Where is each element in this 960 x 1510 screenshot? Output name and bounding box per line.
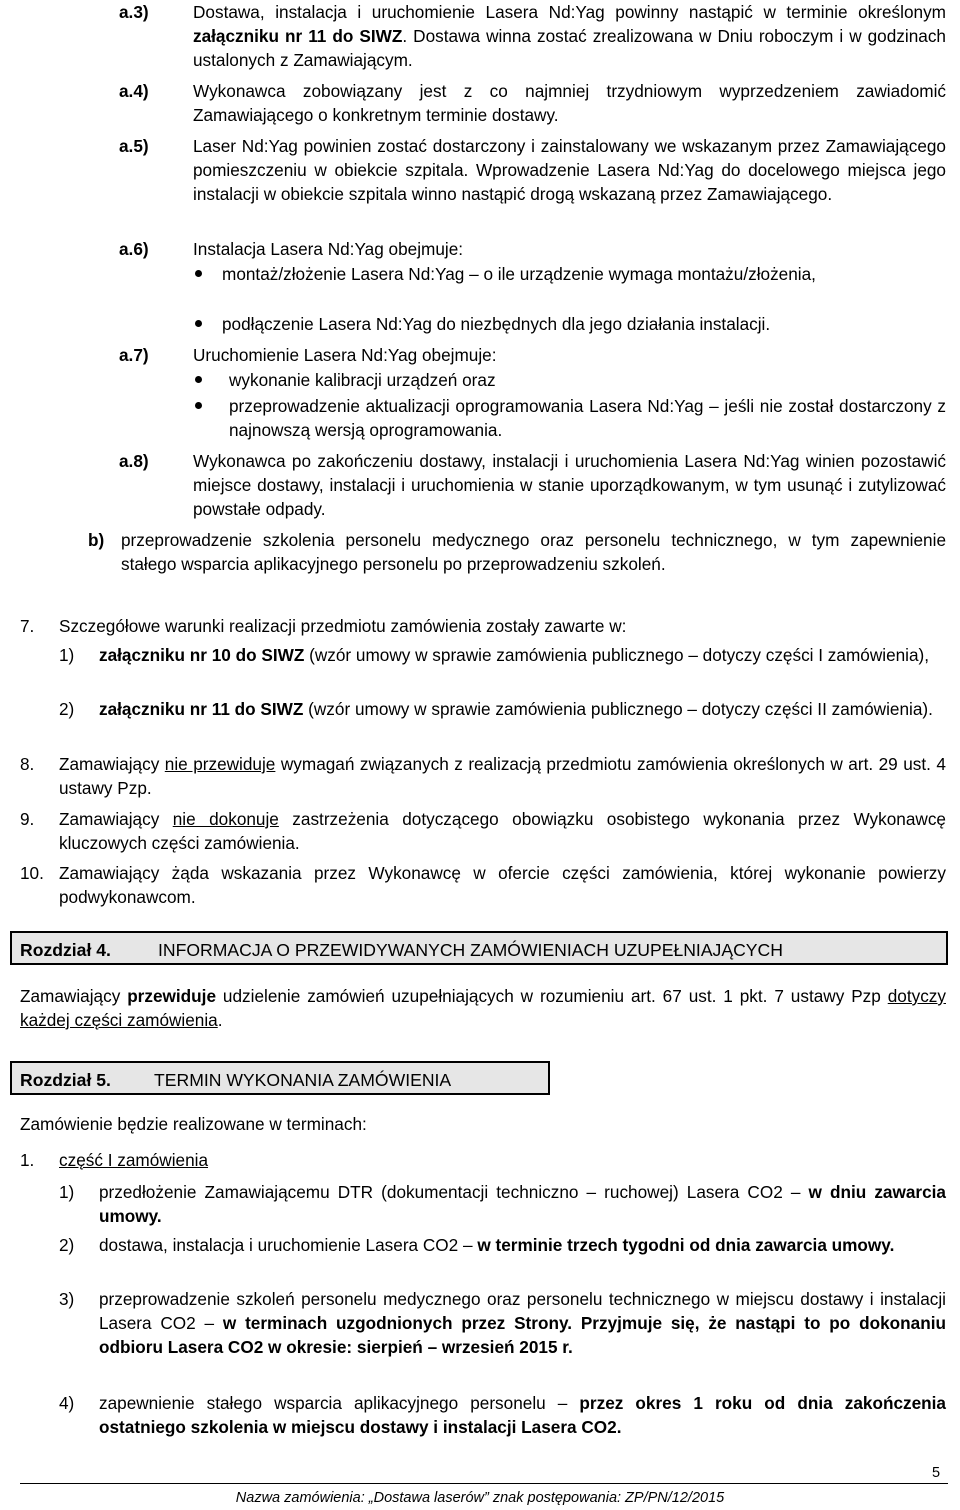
part-1-label: część I zamówienia bbox=[59, 1150, 209, 1170]
point-num-10: 10. bbox=[20, 863, 44, 883]
schedule-1-text: przedłożenie Zamawiającemu DTR (dokumentacji techniczno – ruchowej) Lasera CO2 – w dniu zawarcia umowy. bbox=[99, 1182, 946, 1226]
schedule-2-text: dostawa, instalacja i uruchomienie Lasera CO2 – w terminie trzech tygodni od dnia zawarcia umowy. bbox=[99, 1235, 895, 1255]
part-1-num: 1. bbox=[20, 1150, 35, 1170]
footer-divider bbox=[20, 1483, 948, 1484]
schedule-3-text: przeprowadzenie szkoleń personelu medycznego oraz personelu technicznego w miejscu dostawy i instalacji Lasera CO2 – w terminach uzgodnionych przez Strony. Przyjmuje się, że nastąpi to po dokonaniu odbioru Lasera CO2 w okresie: sierpień – wrzesień 2015 r. bbox=[99, 1289, 947, 1357]
schedule-3-num: 3) bbox=[59, 1289, 75, 1309]
item-label-a8: a.8) bbox=[119, 451, 149, 471]
point-7-sub-2-num: 2) bbox=[59, 699, 75, 719]
chapter-5-title: TERMIN WYKONANIA ZAMÓWIENIA bbox=[154, 1070, 452, 1090]
item-a5-text: Laser Nd:Yag powinien zostać dostarczony i zainstalowany we wskazanym przez Zamawiającego pomieszczeniu w obiekcie szpitala. Wprowadzenie Lasera Nd:Yag do docelowego miejsca jego instalacji w obiekcie szpitala winno nastąpić drogą wskazaną przez Zamawiającego. bbox=[193, 136, 946, 204]
point-7-sub-1-num: 1) bbox=[59, 645, 75, 665]
item-label-a6: a.6) bbox=[119, 239, 149, 259]
schedule-2-num: 2) bbox=[59, 1235, 75, 1255]
schedule-4-num: 4) bbox=[59, 1393, 75, 1413]
point-num-7: 7. bbox=[20, 616, 35, 636]
item-label-b: b) bbox=[88, 530, 105, 550]
chapter-4-text: Zamawiający przewiduje udzielenie zamówień uzupełniających w rozumieniu art. 67 ust. 1 pkt. 7 ustawy Pzp dotyczy każdej części zamówienia. bbox=[20, 986, 946, 1030]
item-label-a4: a.4) bbox=[119, 81, 149, 101]
chapter-4-title: INFORMACJA O PRZEWIDYWANYCH ZAMÓWIENIACH UZUPEŁNIAJĄCYCH bbox=[158, 940, 783, 960]
point-7-sub-1: załączniku nr 10 do SIWZ (wzór umowy w sprawie zamówienia publicznego – dotyczy części I zamówienia), bbox=[99, 645, 930, 665]
point-10-text: Zamawiający żąda wskazania przez Wykonawcę w ofercie części zamówienia, której wykonanie powierzy podwykonawcom. bbox=[59, 863, 946, 907]
a6-bullet-1: montaż/złożenie Lasera Nd:Yag – o ile urządzenie wymaga montażu/złożenia, bbox=[222, 264, 816, 284]
bullet-icon bbox=[195, 320, 202, 327]
item-a6-text: Instalacja Lasera Nd:Yag obejmuje: bbox=[193, 239, 464, 259]
point-num-8: 8. bbox=[20, 754, 35, 774]
item-a4-text: Wykonawca zobowiązany jest z co najmniej trzydniowym wyprzedzeniem zawiadomić Zamawiającego o konkretnym terminie dostawy. bbox=[193, 81, 946, 125]
footer-text: Nazwa zamówienia: „Dostawa laserów” znak postępowania: ZP/PN/12/2015 bbox=[235, 1490, 725, 1506]
schedule-1-num: 1) bbox=[59, 1182, 75, 1202]
chapter-4-label: Rozdział 4. bbox=[20, 940, 111, 960]
item-label-a7: a.7) bbox=[119, 345, 149, 365]
item-b-text: przeprowadzenie szkolenia personelu medycznego oraz personelu technicznego, w tym zapewnienie stałego wsparcia aplikacyjnego personelu po przeprowadzeniu szkoleń. bbox=[121, 530, 946, 574]
bullet-icon bbox=[195, 270, 202, 277]
chapter-5-intro: Zamówienie będzie realizowane w terminach: bbox=[20, 1114, 367, 1134]
item-label-a5: a.5) bbox=[119, 136, 149, 156]
bullet-icon bbox=[195, 402, 202, 409]
chapter-4-heading bbox=[10, 931, 948, 965]
chapter-5-heading bbox=[10, 1061, 550, 1095]
bullet-icon bbox=[195, 376, 202, 383]
schedule-4-text: zapewnienie stałego wsparcia aplikacyjnego personelu – przez okres 1 roku od dnia zakończenia ostatniego szkolenia w miejscu dostawy i instalacji Lasera CO2. bbox=[99, 1393, 946, 1437]
point-8-text: Zamawiający nie przewiduje wymagań związanych z realizacją przedmiotu zamówienia określonych w art. 29 ust. 4 ustawy Pzp. bbox=[59, 754, 946, 798]
item-a7-text: Uruchomienie Lasera Nd:Yag obejmuje: bbox=[193, 345, 497, 365]
a6-bullet-2: podłączenie Lasera Nd:Yag do niezbędnych dla jego działania instalacji. bbox=[222, 314, 771, 334]
item-a8-text: Wykonawca po zakończeniu dostawy, instalacji i uruchomienia Lasera Nd:Yag winien pozostawić miejsce dostawy, instalacji i uruchomienia w stanie uporządkowanym, w tym usunąć i zutylizować powstałe odpady. bbox=[193, 451, 946, 519]
chapter-5-label: Rozdział 5. bbox=[20, 1070, 111, 1090]
item-label-a3: a.3) bbox=[119, 2, 149, 22]
point-9-text: Zamawiający nie dokonuje zastrzeżenia dotyczącego obowiązku osobistego wykonania przez Wykonawcę kluczowych części zamówienia. bbox=[59, 809, 946, 853]
a7-bullet-2: przeprowadzenie aktualizacji oprogramowania Lasera Nd:Yag – jeśli nie został dostarczony z najnowszą wersją oprogramowania. bbox=[229, 396, 946, 440]
point-7-sub-2: załączniku nr 11 do SIWZ (wzór umowy w sprawie zamówienia publicznego – dotyczy części II zamówienia). bbox=[99, 699, 933, 719]
a7-bullet-1: wykonanie kalibracji urządzeń oraz bbox=[229, 370, 496, 390]
point-num-9: 9. bbox=[20, 809, 35, 829]
page-number: 5 bbox=[932, 1465, 941, 1481]
item-a3-text: Dostawa, instalacja i uruchomienie Lasera Nd:Yag powinny nastąpić w terminie określonym załączniku nr 11 do SIWZ. Dostawa winna zostać zrealizowana w Dniu roboczym i w godzinach ustalonych z Zamawiającym. bbox=[193, 2, 946, 70]
point-7-text: Szczegółowe warunki realizacji przedmiotu zamówienia zostały zawarte w: bbox=[59, 616, 627, 636]
